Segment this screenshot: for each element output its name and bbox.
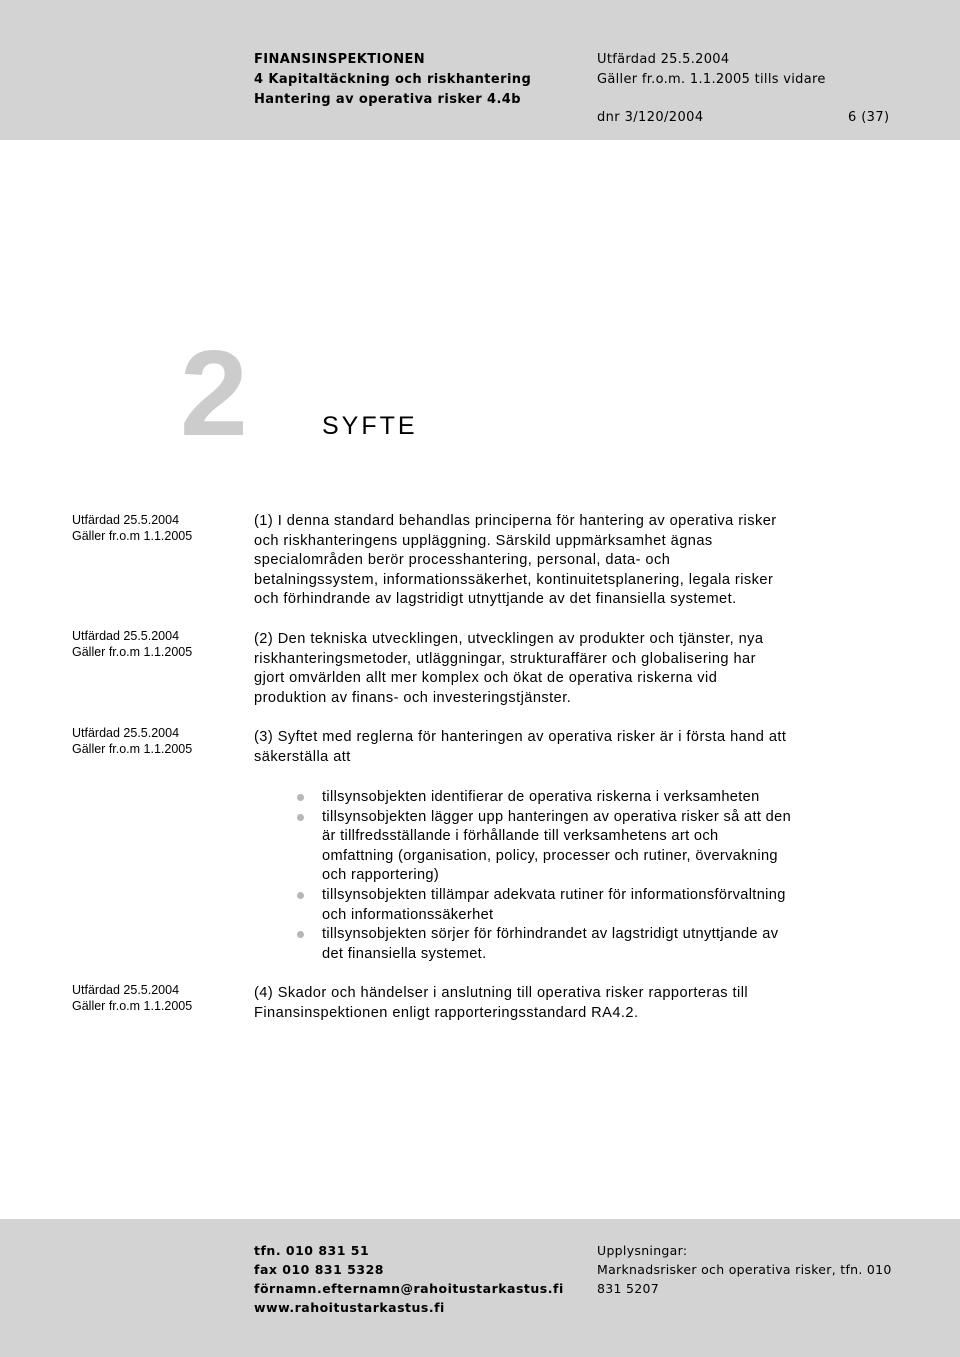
text-line: tillsynsobjekten lägger upp hanteringen av operativa risker så att den — [322, 808, 792, 825]
list-item — [254, 886, 914, 925]
text-line: är tillfredsställande i förhållande till verksamhetens art och — [322, 828, 719, 845]
header-right — [597, 50, 927, 90]
header-section: 4 Kapitaltäckning och riskhantering — [254, 72, 532, 87]
bullet-icon — [297, 931, 304, 938]
margin-note-valid: Gäller fr.o.m 1.1.2005 — [72, 529, 193, 543]
paragraph-3 — [254, 728, 894, 767]
footer-phone: tfn. 010 831 51 — [254, 1243, 370, 1258]
footer-fax: fax 010 831 5328 — [254, 1262, 384, 1277]
text-line: betalningssystem, informationssäkerhet, kontinuitetsplanering, legala risker — [254, 571, 774, 588]
header-subsection: Hantering av operativa risker 4.4b — [254, 92, 521, 107]
text-line: och förhindrande av lagstridigt utnyttjande av det finansiella systemet. — [254, 591, 737, 608]
header-left — [254, 50, 531, 110]
text-line: gjort omvärlden allt mer komplex och ökat de operativa riskerna vid — [254, 670, 718, 687]
text-line: (2) Den tekniska utvecklingen, utvecklingen av produkter och tjänster, nya — [254, 631, 764, 647]
list-item — [254, 808, 914, 886]
margin-note-valid: Gäller fr.o.m 1.1.2005 — [72, 645, 193, 659]
footer-info-label: Upplysningar: — [597, 1243, 688, 1258]
margin-note — [72, 628, 192, 660]
header-ref: dnr 3/120/2004 — [597, 110, 704, 125]
header-issued: Utfärdad 25.5.2004 — [597, 52, 730, 67]
chapter-title: SYFTE — [322, 412, 418, 440]
text-line: produktion av finans- och investeringstjänster. — [254, 689, 572, 706]
text-line: (1) I denna standard behandlas principerna för hantering av operativa risker — [254, 513, 777, 529]
margin-note-valid: Gäller fr.o.m 1.1.2005 — [72, 999, 193, 1013]
footer-web: www.rahoitustarkastus.fi — [254, 1300, 445, 1315]
chapter-number: 2 — [180, 325, 244, 461]
header-page-number: 6 (37) — [848, 110, 890, 125]
text-line: (4) Skador och händelser i anslutning till operativa risker rapporteras till — [254, 985, 749, 1001]
text-line: tillsynsobjekten tillämpar adekvata rutiner för informationsförvaltning — [322, 886, 786, 903]
text-line: Finansinspektionen enligt rapporteringsstandard RA4.2. — [254, 1004, 639, 1021]
footer-email: förnamn.efternamn@rahoitustarkastus.fi — [254, 1281, 564, 1296]
margin-note-issued: Utfärdad 25.5.2004 — [72, 726, 180, 740]
bullet-list — [254, 788, 914, 964]
bullet-icon — [297, 892, 304, 899]
margin-note-issued: Utfärdad 25.5.2004 — [72, 983, 180, 997]
footer-info — [597, 1241, 897, 1298]
paragraph-2 — [254, 630, 894, 708]
text-line: det finansiella systemet. — [322, 945, 487, 962]
text-line: och rapportering) — [322, 867, 440, 884]
text-line: och informationssäkerhet — [322, 906, 494, 923]
paragraph-1 — [254, 512, 894, 610]
margin-note-issued: Utfärdad 25.5.2004 — [72, 513, 180, 527]
text-line: (3) Syftet med reglerna för hanteringen av operativa risker är i första hand att — [254, 729, 787, 745]
list-item — [254, 925, 914, 964]
text-line: riskhanteringsmetoder, utläggningar, strukturaffärer och globalisering har — [254, 650, 756, 667]
text-line: omfattning (organisation, policy, processer och rutiner, övervakning — [322, 847, 778, 864]
margin-note — [72, 982, 192, 1014]
footer-info-line: 831 5207 — [597, 1281, 660, 1296]
text-line: säkerställa att — [254, 748, 351, 765]
bullet-icon — [297, 814, 304, 821]
paragraph-4 — [254, 984, 894, 1023]
margin-note — [72, 725, 192, 757]
list-item — [254, 788, 914, 808]
header-org: FINANSINSPEKTIONEN — [254, 52, 426, 67]
margin-note — [72, 512, 192, 544]
bullet-icon — [297, 794, 304, 801]
header-valid: Gäller fr.o.m. 1.1.2005 tills vidare — [597, 72, 826, 87]
text-line: specialområden berör processhantering, personal, data- och — [254, 552, 671, 569]
text-line: och riskhanteringens uppläggning. Särskild uppmärksamhet ägnas — [254, 532, 713, 549]
margin-note-issued: Utfärdad 25.5.2004 — [72, 629, 180, 643]
text-line: tillsynsobjekten identifierar de operativa riskerna i verksamheten — [322, 789, 760, 805]
footer-contact — [254, 1241, 564, 1317]
text-line: tillsynsobjekten sörjer för förhindrandet av lagstridigt utnyttjande av — [322, 926, 779, 943]
margin-note-valid: Gäller fr.o.m 1.1.2005 — [72, 742, 193, 756]
footer-info-line: Marknadsrisker och operativa risker, tfn. 010 — [597, 1262, 892, 1277]
